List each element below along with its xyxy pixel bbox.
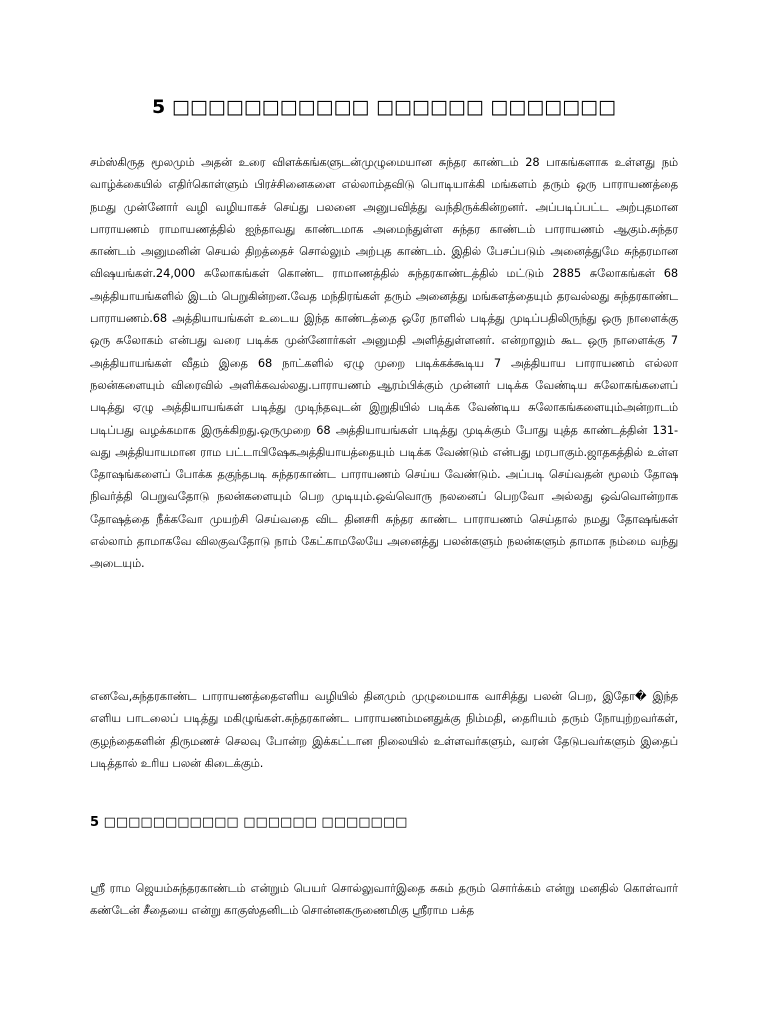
paragraph-sri-rama-jayam: ஸ்ரீ ராம ஜெயம்சுந்தரகாண்டம் என்றும் பெயர் சொல்லுவார்இதை சுகம் தரும் சொர்க்கம் என்று மனதில் கொள்வார் கண்டேன் சீதையை என்று காகுஸ்தனிடம் சொன்னகருணைமிகு ஸ்ரீராம பக்த (90, 881, 678, 918)
section-heading: 5 □□□□□□□□□□□ □□□□□□ □□□□□□□ (90, 815, 408, 830)
paragraph-parayanam-benefits: எனவே,சுந்தரகாண்ட பாராயணத்தைஎளிய வழியில் தினமும் முழுமையாக வாசித்து பலன் பெற, இதோ� இந்த எளிய பாடலைப் படித்து மகிழுங்கள்.சுந்தரகாண்ட பாராயணம்மனதுக்கு நிம்மதி, தைரியம் தரும் நோயுற்றவர்கள், குழந்தைகளின் திருமணச் செலவு போன்ற இக்கட்டான நிலையில் உள்ளவர்களும், வரன் தேடுபவர்களும் இதைப் படித்தால் உரிய பலன் கிடைக்கும். (90, 689, 678, 770)
document-title: 5 □□□□□□□□□□□ □□□□□□ □□□□□□□ (152, 96, 616, 118)
paragraph-sundara-kandam-intro: சம்ஸ்கிருத மூலமும் அதன் உரை விளக்கங்களுடன்முழுமையான சுந்தர காண்டம் 28 பாகங்களாக உள்ளது நம் வாழ்க்கையில் எதிர்கொள்ளும் பிரச்சினைகளை எல்லாம்தவிடு பொடியாக்கி மங்களம் தரும் ஒரு பாராயணத்தை நமது முன்னோர் வழி வழியாகச் செய்து பலனை அனுபவித்து வந்திருக்கின்றனர். அப்படிப்பட்ட அற்புதமான பாராயணம் ராமாயணத்தில் ஐந்தாவது காண்டமாக அமைந்துள்ள சுந்தர காண்டம் பாராயணம் ஆகும்.சுந்தர காண்டம் அனுமனின் செயல் திறத்தைச் சொல்லும் அற்புத காண்டம். இதில் பேசப்படும் அனைத்துமே சுந்தரமான விஷயங்கள்.24,000 சுலோகங்கள் கொண்ட ராமாணத்தில் சுந்தரகாண்டத்தில் மட்டும் 2885 சுலோகங்கள் 68 அத்தியாயங்களில் இடம் பெறுகின்றன.வேத மந்திரங்கள் தரும் அனைத்து மங்களத்தையும் தரவல்லது சுந்தரகாண்ட பாராயணம்.68 அத்தியாயங்கள் உடைய இந்த காண்டத்தை ஒரே நாளில் படித்து முடிப்பதிலிருந்து ஒரு நாளைக்கு ஒரு சுலோகம் என்பது வரை படிக்க முன்னோர்கள் அனுமதி அளித்துள்ளனர். என்றாலும் கூட ஒரு நாளைக்கு 7 அத்தியாயங்கள் வீதம் இதை 68 நாட்களில் ஏழு முறை படிக்கக்கூடிய 7 அத்தியாய பாராயணம் எல்லா நலன்களையும் விரைவில் அளிக்கவல்லது.பாராயணம் ஆரம்பிக்கும் முன்னர் படிக்க வேண்டிய சுலோகங்களைப் படித்து ஏழு அத்தியாயங்கள் படித்து முடிந்தவுடன் இறுதியில் படிக்க வேண்டிய சுலோகங்களையும்அன்றாடம் படிப்பது வழக்கமாக இருக்கிறது.ஒருமுறை 68 அத்தியாயங்கள் படித்து முடிக்கும் போது யுத்த காண்டத்தின் 131-வது அத்தியாயமான ராம பட்டாபிஷேகஅத்தியாயத்தையும் படிக்க வேண்டும் என்பது மரபாகும்.ஜாதகத்தில் உள்ள தோஷங்களைப் போக்க தகுந்தபடி சுந்தரகாண்ட பாராயணம் செய்ய வேண்டும். அப்படி செய்வதன் மூலம் தோஷ நிவர்த்தி பெறுவதோடு நலன்களையும் பெற முடியும்.ஒவ்வொரு நலனைப் பெறவோ அல்லது ஒவ்வொன்றாக தோஷத்தை நீக்கவோ முயற்சி செய்வதை விட தினசரி சுந்தர காண்ட பாராயணம் செய்தால் நமது தோஷங்கள் எல்லாம் தாமாகவே விலகுவதோடு நாம் கேட்காமலேயே அனைத்து பலன்களும் நலன்களும் தாமாக நம்மை வந்து அடையும். (90, 155, 678, 571)
